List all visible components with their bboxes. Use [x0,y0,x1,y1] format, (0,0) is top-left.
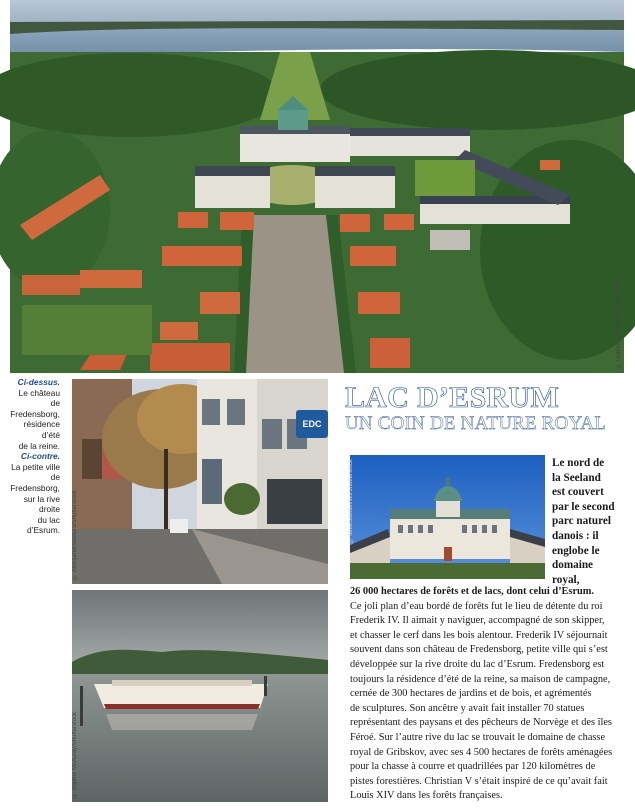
body-line: souvent dans son château de Fredensborg, petite ville qui s’est [350,644,608,656]
town-street-photo [72,379,328,584]
intro-line: Le nord de [552,457,605,469]
caption-above-line: Le château [18,387,60,398]
body-line: toujours la résidence d’été de la reine, sa maison de campagne, [350,673,611,685]
caption-opposite-line: La petite ville [11,461,60,472]
body-line: royal de Gribskov, avec ses 4 500 hectares de forêts aménagées [350,746,613,758]
body-line: et chasser le cerf dans les bois alentour. Frederik IV séjournait [350,629,608,641]
caption-above-line: résidence d’été [23,419,60,440]
photo-captions [10,377,60,536]
body-line: Frederik IV. Il aimait y naviguer, accompagné de son skipper, [350,615,605,627]
hero-photo-credit: © Dennis Jacobsen/Shutterstock [616,280,622,369]
intro-line: domaine [552,559,594,572]
fredensborg-town-image [72,379,328,584]
esrum-lake-boat-image [72,590,328,802]
body-line: pistes forestières. Christian V s’était inspiré de ce qu’avait fait [350,775,608,787]
caption-above-line: de la reine. [18,440,60,451]
intro-line: la Seeland [552,471,601,484]
body-line: développée sur la rive droite du lac d’Esrum. Fredensborg est [350,658,605,670]
title-line-2: UN COIN DE NATURE ROYAL [345,413,607,434]
body-line: Ce joli plan d’eau bordé de forêts fut le lieu de détente du roi [350,600,603,612]
castle-photo-credit: © MikeSobolevski/Shutterstock [348,459,354,544]
lake-photo-credit: © Sophie McAulay/Shutterstock [72,711,78,798]
lake-boat-photo [72,590,328,802]
caption-opposite-line: de Fredensborg, [10,472,60,493]
hero-aerial-photo [10,0,624,373]
body-line: de sculptures. Son ancêtre y avait fait installer 70 statues [350,702,585,714]
edc-sign-logo: EDC [296,410,328,438]
intro-line: est couvert [552,486,604,499]
intro-line: royal, [552,573,580,586]
article-body [350,585,632,804]
caption-opposite-line: sur la rive droite [23,493,60,515]
intro-line: danois : il [552,529,599,542]
intro-line: parc naturel [552,515,611,528]
fredensborg-castle-image [350,455,545,579]
body-lead-line: 26 000 hectares de forêts et de lacs, dont celui d’Esrum. [350,586,595,597]
fredensborg-palace-aerial-image [10,0,624,373]
body-line: Louis XIV dans les forêts françaises. [350,790,503,802]
caption-above-line: de Fredensborg, [10,398,60,419]
body-line: représentant des paysans et des pêcheurs de Norvège et des îles [350,717,612,729]
caption-opposite-label: Ci-contre. [20,451,60,462]
intro-line: par le second [552,500,615,513]
article-title [345,383,625,435]
body-line: pour la chasse à courre et quadrillées par 120 kilomètres de [350,761,596,773]
title-line-1: LAC D’ESRUM [345,381,560,414]
body-line: cernée de 300 hectares de jardins et de bois, et agrémentés [350,688,592,700]
intro-line: englobe le [552,544,600,557]
caption-above-label: Ci-dessus. [17,377,60,387]
body-line: Féroé. Sur l’autre rive du lac se trouvait le domaine de chasse [350,731,606,743]
town-photo-credit: © Aleksandrstock23/Shutterstock [72,490,78,580]
castle-photo [350,455,545,579]
caption-opposite-line: du lac d’Esrum. [26,514,60,536]
intro-paragraph [552,456,628,587]
